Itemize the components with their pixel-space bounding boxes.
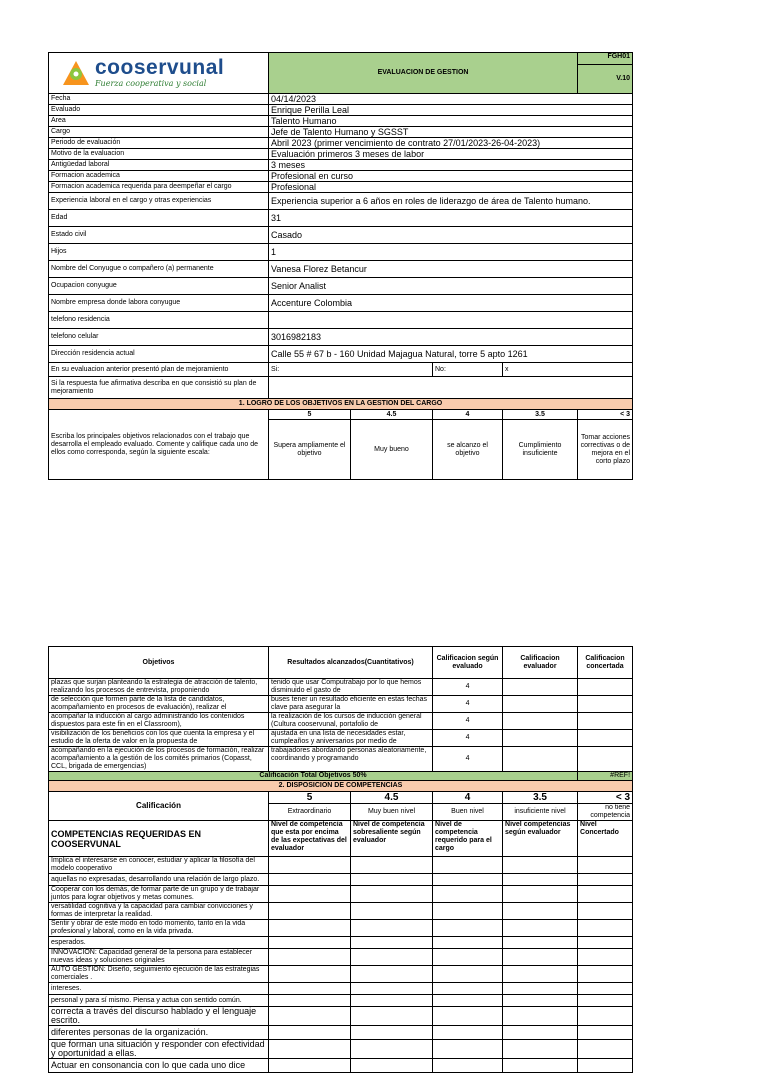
section1-title: 1. LOGRO DE LOS OBJETIVOS EN LA GESTION DEL CARGO <box>49 399 633 410</box>
competency-text: Actuar en consonancia con lo que cada uno dice <box>49 1059 269 1073</box>
info-row <box>49 278 633 295</box>
section2-scale-label: no tiene competencia <box>578 804 633 821</box>
competency-score-3 <box>578 1007 633 1026</box>
obj-header-evaluador: Calificacion evaluador <box>503 647 578 679</box>
objective-text: plazas que surjan planteando la estrategia de atracción de talento, realizando los procesos de entrevista, proponiendo <box>49 679 269 696</box>
competency-score-3 <box>578 1040 633 1059</box>
objective-score-concertada <box>578 713 633 730</box>
competency-score-5 <box>269 874 351 886</box>
competency-text: aquellas no expresadas, desarrollando una relación de largo plazo. <box>49 874 269 886</box>
info-row <box>49 295 633 312</box>
objective-result: buses tener un resultado eficiente en estas fechas clave para asegurar la <box>269 696 433 713</box>
objective-text: acompañar la inducción al cargo administrando los contenidos dispuestos para este fin en el Classroom), <box>49 713 269 730</box>
competency-text: Cooperar con los demás, de formar parte de un grupo y de trabajar juntos para lograr objetivos y metas comunes. <box>49 886 269 903</box>
info-row <box>49 138 633 149</box>
competencias-title: COMPETENCIAS REQUERIDAS EN COOSERVUNAL <box>49 821 269 857</box>
competency-score-3-5 <box>503 903 578 920</box>
section1-scale-desc: Muy bueno <box>351 420 433 480</box>
competency-score-4 <box>433 937 503 949</box>
objective-score-evaluador <box>503 730 578 747</box>
obj-total-label: Calificación Total Objetivos 50% <box>49 772 578 781</box>
objectives-table <box>48 646 633 1073</box>
info-value: 3 meses <box>269 160 633 171</box>
competency-text: Implica el interesarse en conocer, estudiar y aplicar la filosofía del modelo cooperativo <box>49 857 269 874</box>
info-row <box>49 193 633 210</box>
competency-score-5 <box>269 886 351 903</box>
section1-scale-desc: se alcanzo el objetivo <box>433 420 503 480</box>
competency-score-3-5 <box>503 874 578 886</box>
competency-score-5 <box>269 920 351 937</box>
section2-scale-label: Extraordinario <box>269 804 351 821</box>
competency-score-3 <box>578 1026 633 1040</box>
obj-total-value: #REF! <box>578 772 633 781</box>
info-value: Profesional en curso <box>269 171 633 182</box>
info-value: Senior Analist <box>269 278 633 295</box>
competency-row <box>49 857 633 874</box>
competency-score-3 <box>578 949 633 966</box>
section2-scale-score: < 3 <box>578 792 633 804</box>
competency-score-3 <box>578 903 633 920</box>
plan-describe-value <box>269 377 633 399</box>
competency-row <box>49 1059 633 1073</box>
competency-score-4-5 <box>351 903 433 920</box>
competency-score-3-5 <box>503 1059 578 1073</box>
objective-row <box>49 747 633 772</box>
section1-scale-score: 4 <box>433 410 503 420</box>
section2-scale-desc: Nivel de competencia requerido para el cargo <box>433 821 503 857</box>
competency-score-3-5 <box>503 857 578 874</box>
section2-scale-score: 4 <box>433 792 503 804</box>
competency-text: AUTO GESTION: Diseño, seguimiento ejecución de las estrategias comerciales . <box>49 966 269 983</box>
plan-describe: Si la respuesta fue afirmativa describa en que consistió su plan de mejoramiento <box>49 377 269 399</box>
obj-header-resultados: Resultados alcanzados(Cuantitativos) <box>269 647 433 679</box>
competency-score-5 <box>269 937 351 949</box>
competency-text: intereses. <box>49 983 269 995</box>
competency-score-4 <box>433 1007 503 1026</box>
competency-row <box>49 949 633 966</box>
section2-scale-label: insuficiente nivel <box>503 804 578 821</box>
competency-score-4 <box>433 1059 503 1073</box>
competency-score-4 <box>433 949 503 966</box>
competency-score-3 <box>578 857 633 874</box>
competency-text: correcta a través del discurso hablado y el lenguaje escrito. <box>49 1007 269 1026</box>
competency-row <box>49 1026 633 1040</box>
cooservunal-logo-icon <box>61 59 91 87</box>
info-label: Antigüedad laboral <box>49 160 269 171</box>
info-value: Accenture Colombia <box>269 295 633 312</box>
competency-text: que forman una situación y responder con efectividad y oportunidad a ellas. <box>49 1040 269 1059</box>
obj-header-evaluado: Calificacion según evaluado <box>433 647 503 679</box>
info-value: Evaluación primeros 3 meses de labor <box>269 149 633 160</box>
info-label: Hijos <box>49 244 269 261</box>
section2-scale-score: 5 <box>269 792 351 804</box>
competency-score-4 <box>433 995 503 1007</box>
competency-score-3-5 <box>503 1007 578 1026</box>
info-row <box>49 346 633 363</box>
info-value: 1 <box>269 244 633 261</box>
competency-row <box>49 966 633 983</box>
objective-text: de selección que formen parte de la lista de candidatos, acompañamiento en procesos de evaluación), realizar el <box>49 696 269 713</box>
competency-score-3-5 <box>503 983 578 995</box>
objective-result: la realización de los cursos de inducción general (Cultura cooservunal, portafolio de <box>269 713 433 730</box>
competency-row <box>49 995 633 1007</box>
competency-score-3-5 <box>503 886 578 903</box>
objective-score-evaluador <box>503 713 578 730</box>
objective-score-evaluado: 4 <box>433 730 503 747</box>
info-value: Abril 2023 (primer vencimiento de contrato 27/01/2023-26-04-2023) <box>269 138 633 149</box>
competency-score-4-5 <box>351 983 433 995</box>
competency-score-5 <box>269 949 351 966</box>
objective-text: acompañando en la ejecución de los procesos de formación, realizar acompañamiento a la gestión de los comités primarios (Copasst, CCL, brigada de emergencias) <box>49 747 269 772</box>
objective-result: tenido que usar Computrabajo por lo que hemos disminuido el gasto de <box>269 679 433 696</box>
competency-score-4 <box>433 983 503 995</box>
competency-score-3 <box>578 983 633 995</box>
objective-score-evaluado: 4 <box>433 747 503 772</box>
info-label: Periodo de evaluación <box>49 138 269 149</box>
objective-score-concertada <box>578 696 633 713</box>
info-value <box>269 312 633 329</box>
info-row <box>49 329 633 346</box>
competency-score-5 <box>269 1059 351 1073</box>
competency-score-4-5 <box>351 1007 433 1026</box>
info-label: Edad <box>49 210 269 227</box>
competency-score-4-5 <box>351 920 433 937</box>
section2-scale-label: Buen nivel <box>433 804 503 821</box>
objective-score-concertada <box>578 679 633 696</box>
competency-score-3-5 <box>503 995 578 1007</box>
competency-text: esperados. <box>49 937 269 949</box>
competency-score-3-5 <box>503 920 578 937</box>
section2-scale-score: 4.5 <box>351 792 433 804</box>
competency-score-4-5 <box>351 949 433 966</box>
info-value: 31 <box>269 210 633 227</box>
objective-score-evaluado: 4 <box>433 679 503 696</box>
info-row <box>49 312 633 329</box>
obj-header-objetivos: Objetivos <box>49 647 269 679</box>
section1-scale-score: 3.5 <box>503 410 578 420</box>
competency-row <box>49 937 633 949</box>
section2-calificacion: Calificación <box>49 792 269 821</box>
info-row <box>49 127 633 138</box>
competency-row <box>49 1007 633 1026</box>
info-label: telefono celular <box>49 329 269 346</box>
objective-text: visibilización de los beneficios con los que cuenta la empresa y el estudio de la oferta de valor en la propuesta de <box>49 730 269 747</box>
info-label: Fecha <box>49 94 269 105</box>
competency-score-3-5 <box>503 966 578 983</box>
competency-score-4 <box>433 874 503 886</box>
logo-cell <box>49 53 269 94</box>
competency-score-4-5 <box>351 1040 433 1059</box>
objective-score-concertada <box>578 747 633 772</box>
competency-score-4 <box>433 966 503 983</box>
plan-no: No: <box>433 363 503 377</box>
competency-score-5 <box>269 1007 351 1026</box>
competency-score-4 <box>433 886 503 903</box>
info-label: Motivo de la evaluacion <box>49 149 269 160</box>
objective-row <box>49 713 633 730</box>
competency-score-4 <box>433 857 503 874</box>
objective-row <box>49 679 633 696</box>
info-value: 3016982183 <box>269 329 633 346</box>
info-row <box>49 94 633 105</box>
section1-scale-desc: Tomar acciones correctivas o de mejora en el corto plazo <box>578 420 633 480</box>
competency-score-4-5 <box>351 886 433 903</box>
brand-name: cooservunal <box>95 56 225 79</box>
info-row <box>49 261 633 278</box>
competency-score-3 <box>578 995 633 1007</box>
plan-label: En su evaluacion anterior presentó plan de mejoramiento <box>49 363 269 377</box>
section2-scale-desc: Nivel competencias según evaluador <box>503 821 578 857</box>
info-label: Nombre empresa donde labora conyugue <box>49 295 269 312</box>
section2-title: 2. DISPOSICION DE COMPETENCIAS <box>49 781 633 792</box>
competency-score-5 <box>269 857 351 874</box>
info-label: Formacion academica <box>49 171 269 182</box>
info-label: Estado civil <box>49 227 269 244</box>
competency-score-3 <box>578 886 633 903</box>
obj-header-concertada: Calificacion concertada <box>578 647 633 679</box>
objective-row <box>49 730 633 747</box>
competency-text: INNOVACIÓN: Capacidad general de la persona para establecer nuevas ideas y soluciones originales <box>49 949 269 966</box>
competency-score-5 <box>269 1026 351 1040</box>
info-value: Enrique Perilla Leal <box>269 105 633 116</box>
competency-score-4-5 <box>351 857 433 874</box>
info-row <box>49 182 633 193</box>
competency-score-4-5 <box>351 995 433 1007</box>
info-label: telefono residencia <box>49 312 269 329</box>
info-label: Ocupacion conyugue <box>49 278 269 295</box>
objective-score-evaluador <box>503 679 578 696</box>
competency-score-4 <box>433 920 503 937</box>
info-value: Calle 55 # 67 b - 160 Unidad Majagua Natural, torre 5 apto 1261 <box>269 346 633 363</box>
competency-row <box>49 903 633 920</box>
competency-score-4 <box>433 1026 503 1040</box>
competency-score-4-5 <box>351 966 433 983</box>
competency-score-4-5 <box>351 874 433 886</box>
info-row <box>49 210 633 227</box>
competency-score-4 <box>433 1040 503 1059</box>
competency-score-4-5 <box>351 1059 433 1073</box>
competency-text: personal y para sí mismo. Piensa y actua con sentido común. <box>49 995 269 1007</box>
objective-score-evaluador <box>503 696 578 713</box>
section1-scale-desc: Cumplimiento insuficiente <box>503 420 578 480</box>
competency-text: Sentir y obrar de este modo en todo momento, tanto en la vida profesional y laboral, como en la vida privada. <box>49 920 269 937</box>
info-row <box>49 149 633 160</box>
section1-scale-score: < 3 <box>578 410 633 420</box>
competency-text: versatilidad cognitiva y la capacidad para cambiar convicciones y formas de interpretar la realidad. <box>49 903 269 920</box>
competency-score-3-5 <box>503 1040 578 1059</box>
brand-slogan: Fuerza cooperativa y social <box>95 79 207 88</box>
section1-scale-score: 4.5 <box>351 410 433 420</box>
competency-score-3 <box>578 920 633 937</box>
competency-score-4 <box>433 903 503 920</box>
competency-score-3-5 <box>503 949 578 966</box>
competency-score-4-5 <box>351 1026 433 1040</box>
objective-score-concertada <box>578 730 633 747</box>
objective-score-evaluador <box>503 747 578 772</box>
section2-scale-desc: Nivel de competencia que esta por encima de las expectativas del evaluador <box>269 821 351 857</box>
document-code: FGH01 <box>578 53 632 65</box>
info-row <box>49 227 633 244</box>
info-value: Profesional <box>269 182 633 193</box>
competency-text: diferentes personas de la organización. <box>49 1026 269 1040</box>
competency-row <box>49 920 633 937</box>
competency-score-5 <box>269 1040 351 1059</box>
competency-score-5 <box>269 995 351 1007</box>
competency-score-3 <box>578 966 633 983</box>
info-value: Vanesa Florez Betancur <box>269 261 633 278</box>
info-label: Experiencia laboral en el cargo y otras experiencias <box>49 193 269 210</box>
info-label: Area <box>49 116 269 127</box>
section2-scale-desc: Nivel de competencia sobresaliente según evaluador <box>351 821 433 857</box>
objective-score-evaluado: 4 <box>433 696 503 713</box>
info-value: Casado <box>269 227 633 244</box>
objective-result: trabajadores abordando personas aleatoriamente, coordinando y programando <box>269 747 433 772</box>
competency-row <box>49 1040 633 1059</box>
info-label: Nombre del Conyugue o compañero (a) permanente <box>49 261 269 278</box>
competency-row <box>49 983 633 995</box>
info-label: Cargo <box>49 127 269 138</box>
info-label: Formacion academica requerida para deempeñar el cargo <box>49 182 269 193</box>
competency-row <box>49 874 633 886</box>
objective-result: ajustada en una lista de necesidades estar, cumpleaños y aniversarios por medio de <box>269 730 433 747</box>
section1-scale-score: 5 <box>269 410 351 420</box>
info-value: Experiencia superior a 6 años en roles de liderazgo de área de Talento humano. <box>269 193 633 210</box>
section1-instructions: Escriba los principales objetivos relacionados con el trabajo que desarrolla el empleado evaluado. Comente y califique cada uno de ellos como corresponda, según la siguiente escala: <box>49 410 269 480</box>
section2-scale-label: Muy buen nivel <box>351 804 433 821</box>
info-row <box>49 171 633 182</box>
info-label: Evaluado <box>49 105 269 116</box>
competency-score-3 <box>578 874 633 886</box>
plan-si: Si: <box>269 363 433 377</box>
info-value: Talento Humano <box>269 116 633 127</box>
section2-scale-score: 3.5 <box>503 792 578 804</box>
info-row <box>49 160 633 171</box>
info-label: Dirección residencia actual <box>49 346 269 363</box>
competency-score-5 <box>269 983 351 995</box>
document-version: V.10 <box>616 75 631 82</box>
competency-score-3-5 <box>503 1026 578 1040</box>
info-value: Jefe de Talento Humano y SGSST <box>269 127 633 138</box>
competency-score-3 <box>578 1059 633 1073</box>
competency-score-3-5 <box>503 937 578 949</box>
objective-row <box>49 696 633 713</box>
competency-score-3 <box>578 937 633 949</box>
info-row <box>49 244 633 261</box>
info-row <box>49 105 633 116</box>
info-row <box>49 116 633 127</box>
objective-score-evaluado: 4 <box>433 713 503 730</box>
info-value: 04/14/2023 <box>269 94 633 105</box>
competency-score-5 <box>269 903 351 920</box>
document-title: EVALUACION DE GESTION <box>269 53 578 94</box>
competency-score-5 <box>269 966 351 983</box>
section2-scale-desc: Nivel Concertado <box>578 821 633 857</box>
section1-scale-desc: Supera ampliamente el objetivo <box>269 420 351 480</box>
competency-score-4-5 <box>351 937 433 949</box>
plan-x: x <box>503 363 633 377</box>
competency-row <box>49 886 633 903</box>
evaluation-info-table <box>48 52 633 480</box>
